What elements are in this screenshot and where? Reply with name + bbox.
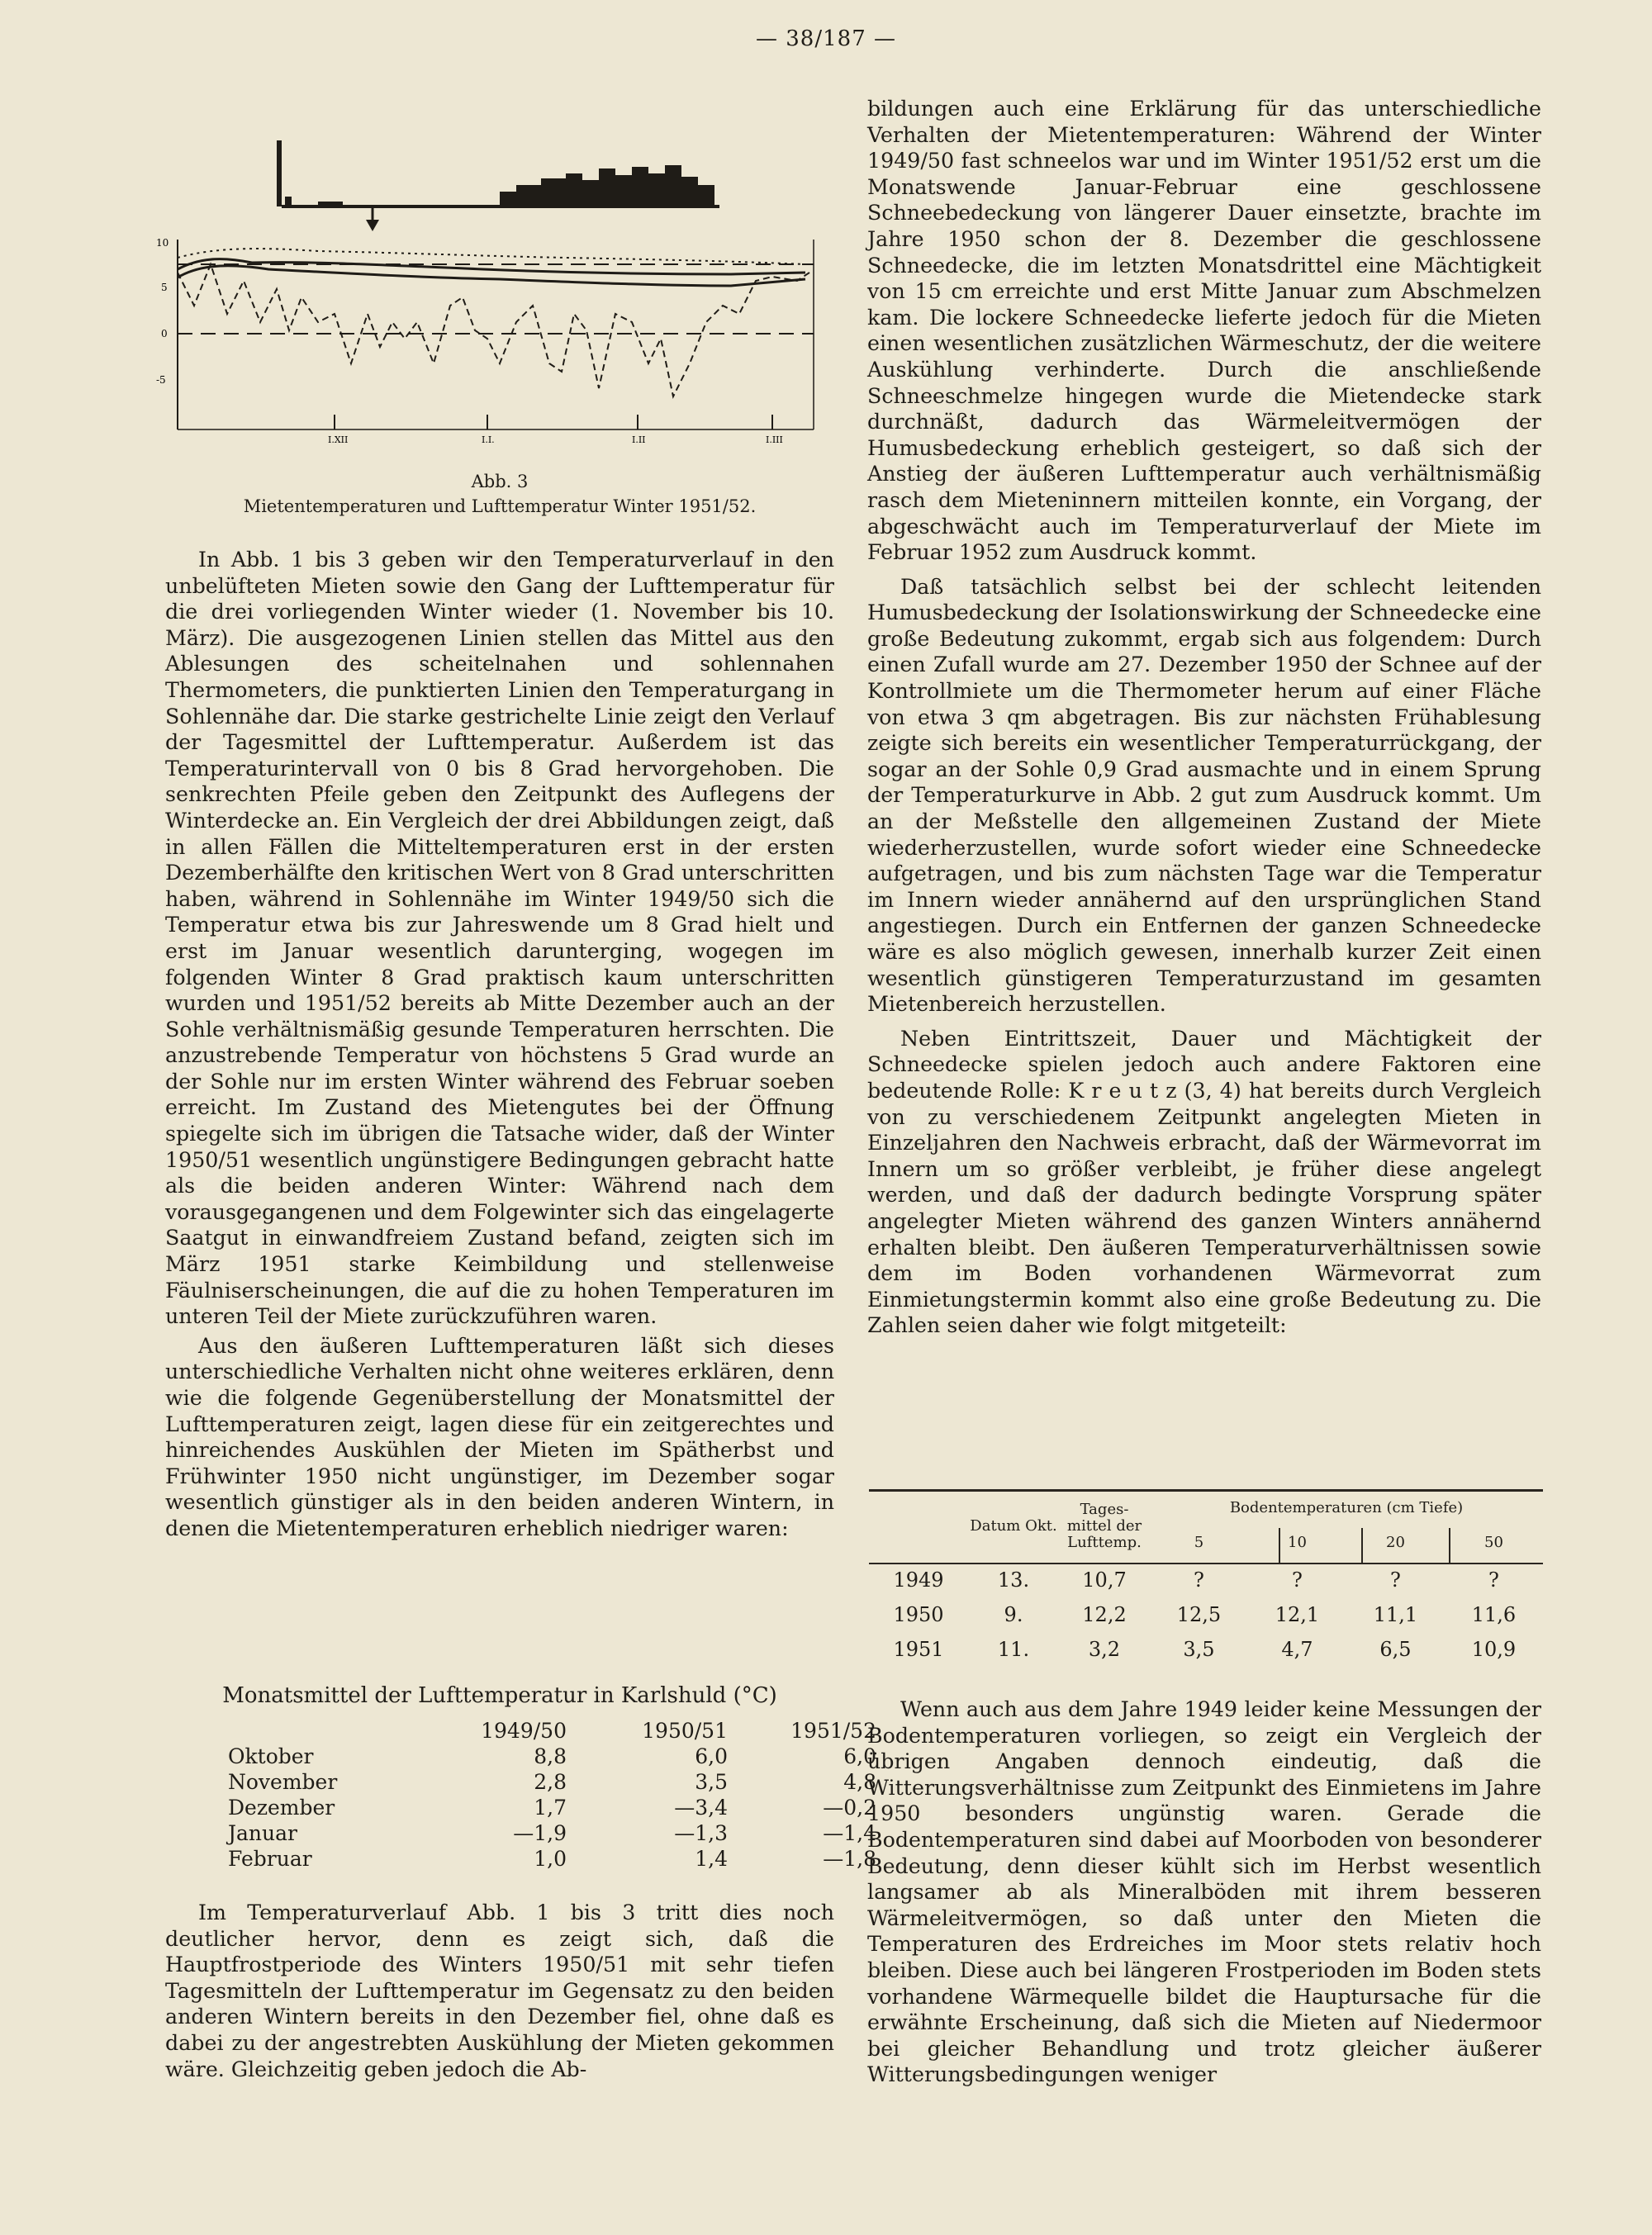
value-cell: —3,4: [674, 1796, 728, 1820]
value-cell: —1,8: [823, 1847, 876, 1871]
value-cell: 6,0: [843, 1744, 876, 1768]
boden-table: [869, 1490, 1543, 1667]
value-cell: 8,8: [534, 1744, 567, 1768]
value-cell: 1,7: [534, 1796, 567, 1820]
month-label: November: [228, 1770, 338, 1794]
left-column-bottom: [165, 1900, 834, 2082]
year-cell: 1950: [893, 1603, 944, 1626]
value-cell: 1,0: [534, 1847, 567, 1871]
left-column-top: [165, 547, 834, 1542]
y-label-minus5: -5: [156, 374, 166, 386]
table-divider: [1279, 1528, 1280, 1563]
depth-cell: 12,1: [1275, 1603, 1320, 1626]
boden-header-label: Bodentemperaturen (cm Tiefe): [1229, 1499, 1464, 1516]
depth-cell: 6,5: [1379, 1638, 1412, 1661]
monat-table-title: Monatsmittel der Lufttemperatur in Karlshuld (°C): [222, 1683, 777, 1708]
value-cell: —0,2: [823, 1796, 876, 1820]
table-row: [869, 1597, 1543, 1632]
figure-abb3: [153, 116, 830, 479]
table-divider: [1449, 1528, 1450, 1563]
right-paragraph-1: bildungen auch eine Erklärung für das unterschiedliche Verhalten der Mietentemperaturen: Während der Winter 1949/50 fast schneelos war und im Winter 1951/52 erst um die Monatswende Januar-Februar eine geschlossene Schneebedeckung von längerer Dauer einsetzte, brachte im Jahre 1950 schon der 8. Dezember die geschlossene Schneedecke, die im letzten Monatsdrittel eine Mächtigkeit von 15 cm erreichte und erst Mitte Januar zum Abschmelzen kam. Die lockere Schneedecke lieferte jedoch für die Mieten einen wesentlichen zusätzlichen Wärmeschutz, der die weitere Auskühlung verhinderte. Durch die anschließende Schneeschmelze hingegen wurde die Mietendecke stark durchnäßt, dadurch das Wärmeleitvermögen der Humusbedeckung erheblich gesteigert, so daß sich der Anstieg der äußeren Lufttemperatur auch verhältnismäßig rasch dem Mieteninnern mitteilen konnte, ein Vorgang, der abgeschwächt auch im Temperaturverlauf der Miete im Februar 1952 zum Ausdruck kommt.: [867, 97, 1541, 565]
date-cell: 11.: [997, 1638, 1030, 1661]
value-cell: 2,8: [534, 1770, 567, 1794]
y-label-0: 0: [161, 328, 168, 339]
value-cell: —1,3: [674, 1821, 728, 1845]
value-cell: 6,0: [695, 1744, 728, 1768]
monat-year-2: 1950/51: [642, 1719, 728, 1743]
page-number: — 38/187 —: [756, 26, 896, 51]
date-cell: 9.: [1004, 1603, 1023, 1626]
depth-cell: ?: [1194, 1568, 1204, 1592]
depth-cell: ?: [1488, 1568, 1499, 1592]
monat-year-1: 1949/50: [481, 1719, 567, 1743]
snow-bars: [277, 140, 719, 208]
value-cell: 4,8: [843, 1770, 876, 1794]
air-cell: 10,7: [1082, 1568, 1127, 1592]
figure-caption-text: Mietentemperaturen und Lufttemperatur Winter 1951/52.: [243, 496, 757, 516]
depth-50: 50: [1484, 1534, 1503, 1551]
date-cell: 13.: [997, 1568, 1030, 1592]
left-paragraph-1: In Abb. 1 bis 3 geben wir den Temperaturverlauf in den unbelüfteten Mieten sowie den Gang der Lufttemperatur für die drei vorliegenden Winter wieder (1. November bis 10. März). Die ausgezogenen Linien stellen das Mittel aus den Ablesungen des scheitelnahen und sohlennahen Thermometers, die punktierten Linien den Temperaturgang in Sohlennähe dar. Die starke gestrichelte Linie zeigt den Verlauf der Tagesmittel der Lufttemperatur. Außerdem ist das Temperaturintervall von 0 bis 8 Grad hervorgehoben. Die senkrechten Pfeile geben den Zeitpunkt des Auflegens der Winterdecke an. Ein Vergleich der drei Abbildungen zeigt, daß in allen Fällen die Mitteltemperaturen erst in der ersten Dezemberhälfte den kritischen Wert von 8 Grad unterschritten haben, während in Sohlennähe im Winter 1949/50 sich die Temperatur etwa bis zur Jahreswende um 8 Grad hielt und erst im Januar wesentlich darunterging, wogegen im folgenden Winter 8 Grad praktisch kaum unterschritten wurden und 1951/52 bereits ab Mitte Dezember auch an der Sohle verhältnismäßig gesunde Temperaturen herrschten. Die anzustrebende Temperatur von höchstens 5 Grad wurde an der Sohle nur im ersten Winter während des Februar soeben erreicht. Im Zustand des Mietengutes bei der Öffnung spiegelte sich im übrigen die Tatsache wider, daß der Winter 1950/51 wesentlich ungünstigere Bedingungen gebracht hatte als die beiden anderen Winter: Während nach dem vorausgegangenen und dem Folgewinter sich das eingelagerte Saatgut in einwandfreiem Zustand befand, zeigten sich im März 1951 starke Keimbildung und stellenweise Fäulniserscheinungen, die auf die zu hohen Temperaturen im unteren Teil der Miete zurückzuführen waren.: [165, 548, 834, 1329]
value-cell: 1,4: [695, 1847, 728, 1871]
right-paragraph-2: Daß tatsächlich selbst bei der schlecht leitenden Humusbedeckung der Isolationswirkung der Schneedecke eine große Bedeutung zukommt, ergab sich aus folgendem: Durch einen Zufall wurde am 27. Dezember 1950 der Schnee auf der Kontrollmiete um die Thermometer herum auf einer Fläche von etwa 3 qm abgetragen. Bis zur nächsten Frühablesung zeigte sich bereits ein wesentlicher Temperaturrückgang, der sogar an der Sohle 0,9 Grad ausmachte und in einem Sprung der Temperaturkurve in Abb. 2 gut zum Ausdruck kommt. Um an der Meßstelle den allgemeinen Zustand der Miete wiederherzustellen, wurde sofort wieder eine Schneedecke aufgetragen, und bis zum nächsten Tage war die Temperatur im Innern wieder annähernd auf den ursprünglichen Stand angestiegen. Durch ein Entfernen der ganzen Schneedecke wäre es also möglich gewesen, innerhalb kurzer Zeit einen wesentlich günstigeren Temperaturzustand im gesamten Mietenbereich herzustellen.: [867, 574, 1541, 1017]
depth-20: 20: [1386, 1534, 1405, 1551]
depth-cell: 12,5: [1176, 1603, 1222, 1626]
figure-caption: [165, 469, 834, 519]
table-row: [228, 1820, 876, 1846]
col-bodentemperaturen: [1150, 1490, 1543, 1563]
month-label: Dezember: [228, 1796, 335, 1820]
value-cell: —1,9: [513, 1821, 567, 1845]
table-row: [228, 1744, 876, 1769]
depth-cell: 3,5: [1183, 1638, 1215, 1661]
monat-table: [228, 1718, 876, 1872]
left-paragraph-3: Im Temperaturverlauf Abb. 1 bis 3 tritt dies noch deutlicher hervor, denn es zeigt sich, daß die Hauptfrostperiode des Winters 1950/51 mit sehr tiefen Tagesmitteln der Lufttemperatur im Gegensatz zu den beiden anderen Wintern bereits in den Dezember fiel, ohne daß es dabei zu der angestrebten Auskühlung der Mieten gekommen wäre. Gleichzeitig geben jedoch die Ab-: [165, 1900, 834, 2081]
y-label-5: 5: [161, 282, 168, 293]
mean-line-1: [178, 259, 805, 274]
month-label: Januar: [228, 1821, 297, 1845]
depth-cell: ?: [1390, 1568, 1401, 1592]
y-label-10: 10: [156, 237, 169, 249]
col-tagesmittel: Tages- mittel der Lufttemp.: [1066, 1501, 1142, 1551]
air-cell: 3,2: [1088, 1638, 1121, 1661]
table-row: [228, 1846, 876, 1872]
x-label-mar: I.III: [766, 434, 783, 445]
month-label: Oktober: [228, 1744, 314, 1768]
depth-cell: 10,9: [1471, 1638, 1517, 1661]
value-cell: —1,4: [823, 1821, 876, 1845]
monat-header-row: [228, 1718, 876, 1744]
table-rule-mid: [869, 1563, 1543, 1564]
depth-5: 5: [1194, 1534, 1204, 1551]
air-cell: 12,2: [1082, 1603, 1127, 1626]
depth-10: 10: [1288, 1534, 1307, 1551]
table-divider: [1361, 1528, 1363, 1563]
table-row: [228, 1795, 876, 1820]
air-temp-line: [178, 264, 809, 396]
col-datum: Datum Okt.: [970, 1517, 1057, 1535]
depth-cell: 11,1: [1373, 1603, 1418, 1626]
right-column-top: [867, 96, 1541, 1339]
month-label: Februar: [228, 1847, 312, 1871]
right-column-bottom: [867, 1696, 1541, 2088]
value-cell: 3,5: [695, 1770, 728, 1794]
figure-label: Abb. 3: [471, 472, 529, 491]
depth-cell: 4,7: [1281, 1638, 1313, 1661]
depth-cell: 11,6: [1471, 1603, 1517, 1626]
right-paragraph-3: Neben Eintrittszeit, Dauer und Mächtigkeit der Schneedecke spielen jedoch auch andere Faktoren eine bedeutende Rolle: K r e u t z (3, 4) hat bereits durch Vergleich von zu verschiedenem Zeitpunkt angelegten Mieten in Einzeljahren den Nachweis erbracht, daß der Wärmevorrat im Innern um so größer verbleibt, je früher diese angelegt werden, und daß der dadurch bedingte Vorsprung später angelegter Mieten während des ganzen Winters annähernd erhalten bleibt. Den äußeren Temperaturverhältnissen sowie dem im Boden vorhandenen Wärmevorrat zum Einmietungstermin kommt also eine große Bedeutung zu. Die Zahlen seien daher wie folgt mitgeteilt:: [867, 1026, 1541, 1338]
table-row: [869, 1563, 1543, 1597]
table-row: [228, 1769, 876, 1795]
right-paragraph-4: Wenn auch aus dem Jahre 1949 leider keine Messungen der Bodentemperaturen vorliegen, so zeigt ein Vergleich der übrigen Angaben dennoch eindeutig, daß die Witterungsverhältnisse zum Zeitpunkt des Einmietens im Jahre 1950 besonders ungünstig waren. Gerade die Bodentemperaturen sind dabei auf Moorboden von besonderer Bedeutung, denn dieser kühlt sich im Herbst wesentlich langsamer ab als Mineralböden mit ihrem besseren Wärmeleitvermögen, so daß unter den Mieten die Temperaturen des Erdreiches im Moor stets relativ hoch bleiben. Diese auch bei längeren Frostperioden im Boden stets vorhandene Wärmequelle bildet die Hauptursache für die erwähnte Erscheinung, daß sich die Mieten auf Niedermoor bei gleicher Behandlung und trotz gleicher äußerer Witterungsbedingungen weniger: [867, 1697, 1541, 2087]
left-paragraph-2: Aus den äußeren Lufttemperaturen läßt sich dieses unterschiedliche Verhalten nicht ohne weiteres erklären, denn wie die folgende Gegenüberstellung der Monatsmittel der Lufttemperaturen zeigt, lagen diese für ein zeitgerechtes und hinreichendes Auskühlen der Mieten im Spätherbst und Frühwinter 1950 nicht ungünstiger, im Dezember sogar wesentlich günstiger als in den beiden anderen Wintern, in denen die Mietentemperaturen erheblich niedriger waren:: [165, 1333, 834, 1540]
x-label-dez: I.XII: [328, 434, 349, 445]
monat-year-3: 1951/52: [790, 1719, 876, 1743]
year-cell: 1951: [893, 1638, 944, 1661]
year-cell: 1949: [893, 1568, 944, 1592]
depth-cell: ?: [1292, 1568, 1303, 1592]
table-row: [869, 1632, 1543, 1667]
x-label-jan: I.I.: [482, 434, 495, 445]
x-label-feb: I.II: [632, 434, 646, 445]
